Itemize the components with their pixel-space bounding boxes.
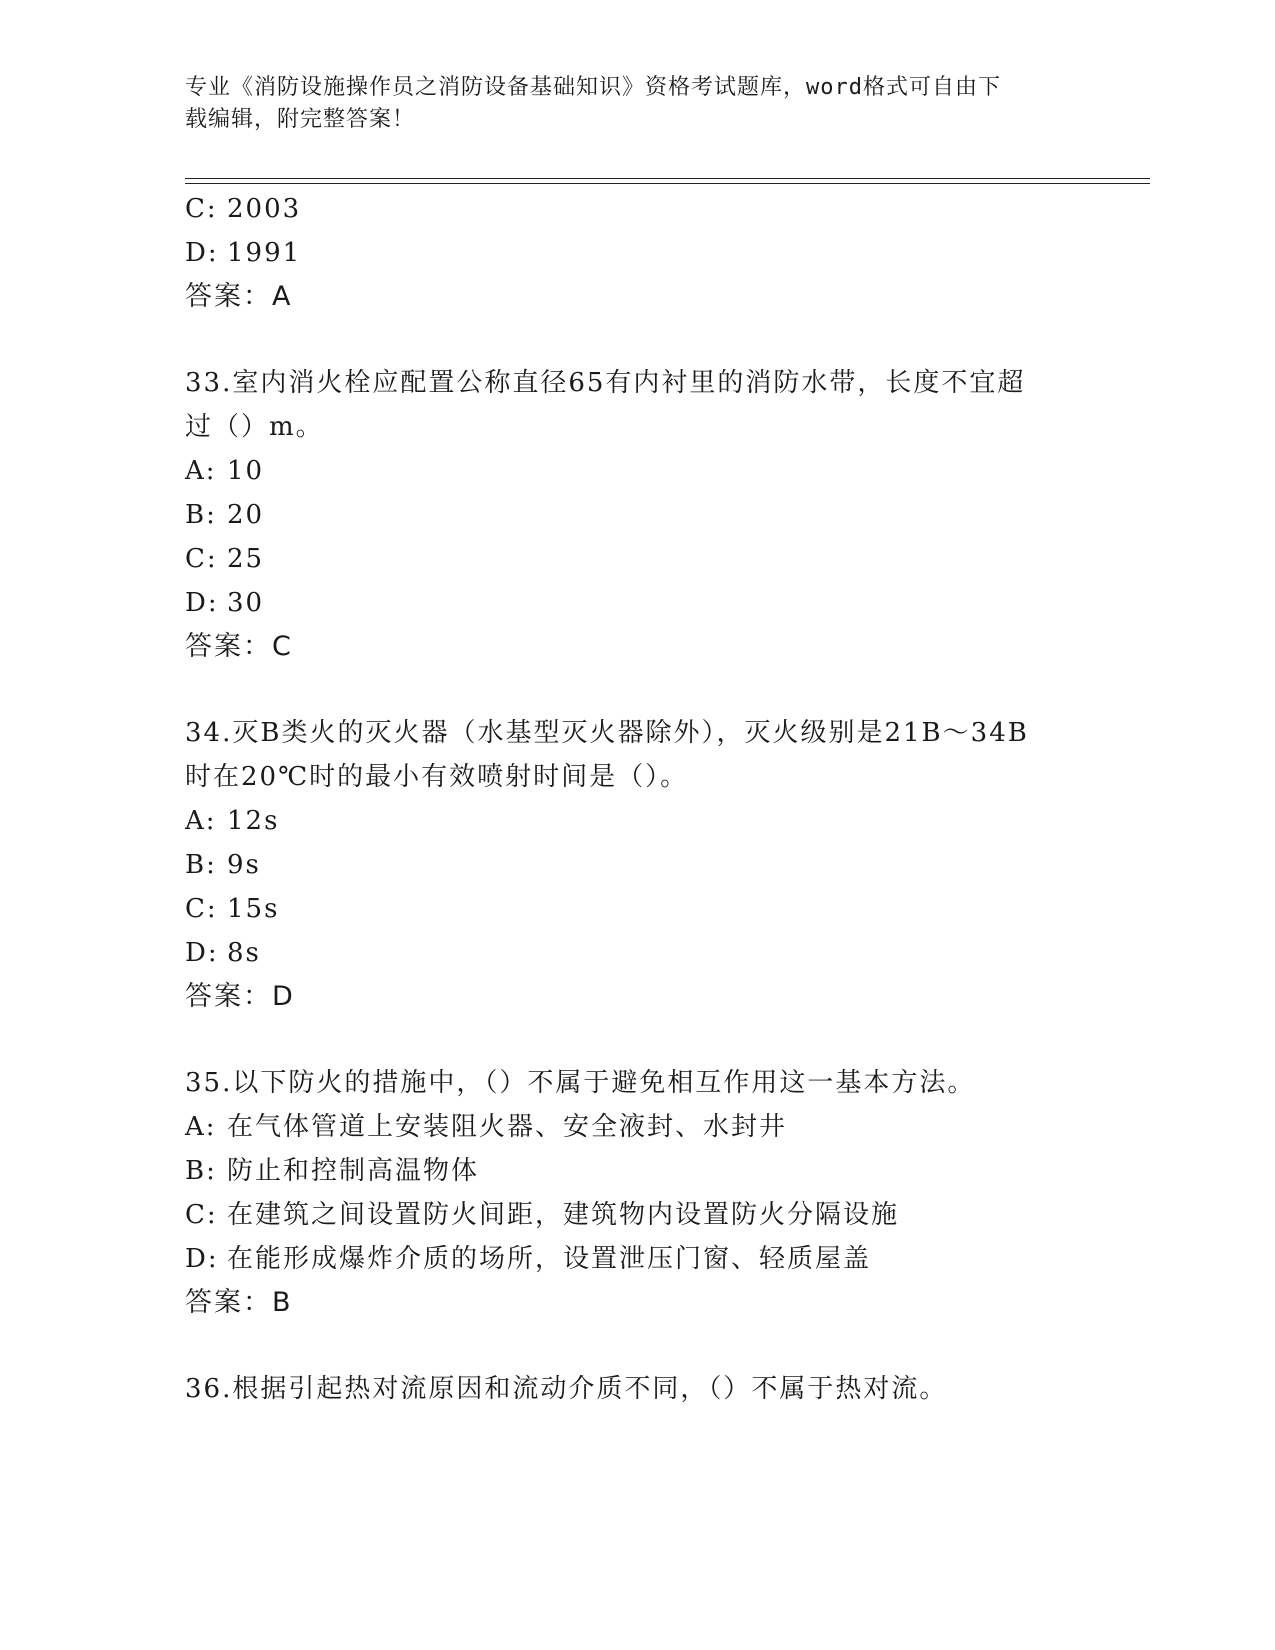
option-line [185, 192, 301, 226]
answer-line: 答案：C [185, 631, 293, 662]
option-line [185, 586, 264, 620]
header-divider-top [185, 178, 1150, 179]
option-key: A: [185, 1112, 217, 1142]
option-line [185, 892, 279, 926]
option-line [185, 236, 301, 270]
option-line [185, 804, 279, 838]
header-divider-bottom [185, 183, 1150, 184]
question-stem: 33.室内消火栓应配置公称直径65有内衬里的消防水带，长度不宜超 [185, 368, 1026, 398]
header-line-1: 专业《消防设施操作员之消防设备基础知识》资格考试题库，word格式可自由下 [185, 75, 1001, 100]
option-text: 20 [227, 500, 265, 530]
option-key: D: [185, 1244, 219, 1274]
option-text: 在能形成爆炸介质的场所，设置泄压门窗、轻质屋盖 [227, 1244, 872, 1274]
option-line [185, 1154, 479, 1188]
option-text: 在气体管道上安装阻火器、安全液封、水封井 [227, 1112, 788, 1142]
option-line [185, 1110, 787, 1144]
document-header [185, 72, 1085, 136]
option-key: B: [185, 850, 217, 880]
option-key: B: [185, 1156, 217, 1186]
question-stem-continued: 过（）m。 [185, 412, 324, 442]
option-key: A: [185, 806, 217, 836]
question-stem-continued: 时在20℃时的最小有效喷射时间是（）。 [185, 762, 689, 792]
answer-line: 答案：D [185, 981, 295, 1012]
answer-line: 答案：A [185, 281, 293, 312]
question-stem: 35.以下防火的措施中，（）不属于避免相互作用这一基本方法。 [185, 1068, 976, 1098]
option-key: D: [185, 938, 219, 968]
option-line [185, 498, 264, 532]
option-text: 1991 [227, 238, 302, 268]
option-line [185, 936, 261, 970]
option-text: 在建筑之间设置防火间距，建筑物内设置防火分隔设施 [227, 1200, 900, 1230]
option-line [185, 542, 264, 576]
option-key: C: [185, 1200, 218, 1230]
option-key: A: [185, 456, 217, 486]
option-line [185, 454, 264, 488]
question-stem: 36.根据引起热对流原因和流动介质不同，（）不属于热对流。 [185, 1374, 948, 1404]
option-text: 30 [227, 588, 265, 618]
option-text: 25 [227, 544, 265, 574]
question-stem: 34.灭B类火的灭火器（水基型灭火器除外），灭火级别是21B～34B [185, 718, 1029, 748]
option-line [185, 1198, 899, 1232]
option-text: 8s [227, 938, 261, 968]
option-key: B: [185, 500, 217, 530]
option-key: D: [185, 238, 219, 268]
option-text: 15s [227, 894, 280, 924]
answer-line: 答案：B [185, 1287, 293, 1318]
option-key: C: [185, 194, 218, 224]
option-key: C: [185, 894, 218, 924]
header-line-2: 载编辑，附完整答案！ [185, 107, 416, 132]
option-text: 防止和控制高温物体 [227, 1156, 480, 1186]
option-text: 10 [227, 456, 265, 486]
option-text: 2003 [227, 194, 302, 224]
option-text: 9s [227, 850, 261, 880]
option-key: C: [185, 544, 218, 574]
option-text: 12s [227, 806, 280, 836]
option-key: D: [185, 588, 219, 618]
option-line [185, 848, 261, 882]
option-line [185, 1242, 871, 1276]
